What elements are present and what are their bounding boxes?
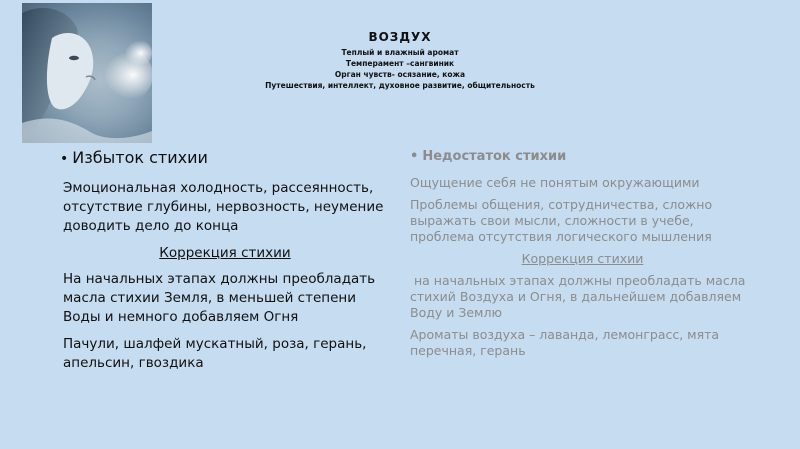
header-line-qualities: Путешествия, интеллект, духовное развитие, общительность — [265, 81, 535, 90]
excess-oils: Пачули, шалфей мускатный, роза, герань, апельсин, гвоздика — [63, 336, 367, 371]
header-line-temperament: Темперамент –сангвиник — [345, 59, 455, 68]
deficiency-symptom-1: Ощущение себя не понятым окружающими — [410, 175, 700, 190]
deficiency-correction-title: Коррекция стихии — [521, 251, 644, 266]
page-title: ВОЗДУХ — [368, 30, 432, 44]
excess-correction-title: Коррекция стихии — [159, 245, 291, 261]
bullet-icon: • — [410, 149, 419, 164]
deficiency-heading — [410, 147, 755, 167]
deficiency-symptom-2: Проблемы общения, сотрудничества, сложно выражать свои мысли, сложности в учебе, проблема отсутствия логического мышления — [410, 197, 713, 244]
deficiency-column — [410, 147, 755, 365]
excess-heading-text: Избыток стихии — [72, 148, 208, 167]
header-line-sense-organ: Орган чувств- осязание, кожа — [334, 70, 466, 79]
air-element-photo — [22, 3, 152, 143]
deficiency-oils: Ароматы воздуха – лаванда, лемонграсс, мята перечная, герань — [410, 327, 720, 358]
deficiency-heading-text: Недостаток стихии — [422, 149, 567, 164]
deficiency-correction-text: на начальных этапах должны преобладать масла стихий Воздуха и Огня, в дальнейшем добавляем Воду и Землю — [410, 273, 746, 320]
excess-heading — [60, 147, 387, 170]
excess-column — [57, 147, 387, 381]
woman-blowing-air-illustration — [22, 3, 152, 143]
bullet-icon: • — [60, 151, 69, 167]
excess-symptoms: Эмоциональная холодность, рассеянность, отсутствие глубины, нервозность, неумение доводить дело до конца — [63, 180, 384, 234]
excess-correction-text: На начальных этапах должны преобладать масла стихии Земля, в меньшей степени Воды и немного добавляем Огня — [63, 271, 376, 325]
slide-header — [230, 30, 570, 91]
header-line-aroma: Теплый и влажный аромат — [341, 48, 459, 57]
